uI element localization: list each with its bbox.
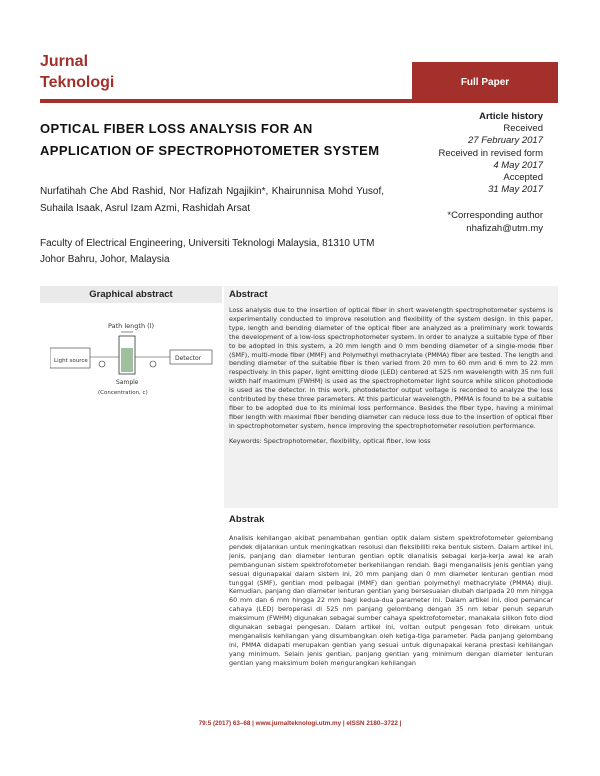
abstract-text: Loss analysis due to the insertion of optical fiber in short wavelength spectrophotometer systems is experimentally conducted to improve resolution and flexibility of the system design. In this paper, type, length and bending diameter of the optical fiber are analyzed as a preliminary work towards the development of a low-loss spectrophotometer system. In order to analyze a suitable type of fiber to be adopted in this system, a 20 mm length and 0 mm bending diameter of a single-mode fiber (SMF), multi-mode fiber (MMF) and Polymethyl methacrylate (PMMA) fiber are tested. The length and bending diameter of the suitable fiber is then varied from 20 mm to 60 mm and 6 mm to 22 mm respectively. In this paper, light emitting diode (LED) centered at 525 nm wavelength with 35 nm full width half maximum (FWHM) is used as the spectrophotometer light source while silicon photodiode is used as the detector. In this work, photodetector output voltage is recorded to analyze the loss contributed by these three parameters. At this particular wavelength, PMMA is found to be a suitable fiber to be adopted due to its minimal loss performance. Besides the fiber type, having a minimal fiber length with maximal fiber bending diameter can reduce loss due to the insertion of optical fiber in spectrophotometer system, hence improving the spectrophotometer resolution performance. — [229, 306, 553, 430]
light-source-label: Light source — [54, 358, 88, 364]
corresponding-author — [343, 210, 543, 235]
journal-name-line1: Jurnal — [40, 53, 89, 70]
path-length-label: Path length (l) — [108, 322, 155, 330]
sample-liquid — [121, 348, 133, 372]
sample-label: Sample — [116, 379, 139, 386]
abstrak-heading: Abstrak — [229, 514, 265, 525]
received-label: Received — [503, 123, 543, 135]
accepted-date: 31 May 2017 — [488, 184, 543, 196]
received-date: 27 February 2017 — [468, 135, 543, 147]
abstract-heading: Abstract — [229, 289, 268, 300]
page-footer: 79:5 (2017) 63–68 | www.jurnalteknologi.utm.my | eISSN 2180–3722 | — [198, 720, 402, 727]
article-history — [373, 111, 543, 196]
accepted-label: Accepted — [503, 172, 543, 184]
corresponding-label: *Corresponding author — [447, 210, 543, 221]
keywords: Keywords: Spectrophotometer, flexibility, optical fiber, low loss — [229, 436, 431, 445]
graphical-abstract-diagram — [50, 318, 220, 408]
corresponding-email[interactable]: nhafizah@utm.my — [466, 222, 543, 234]
header-rule — [40, 99, 412, 103]
abstract-panel — [224, 286, 558, 508]
graphical-abstract-heading: Graphical abstract — [40, 286, 222, 303]
lens-right — [150, 361, 156, 367]
author-list: Nurfatihah Che Abd Rashid, Nor Hafizah Ngajikin*, Khairunnisa Mohd Yusof, Suhaila Isaak, Asrul Izam Azmi, Rashidah Arsat — [40, 186, 384, 214]
full-paper-badge: Full Paper — [412, 62, 558, 103]
paper-title: OPTICAL FIBER LOSS ANALYSIS FOR AN APPLICATION OF SPECTROPHOTOMETER SYSTEM — [40, 121, 380, 158]
detector-label: Detector — [175, 355, 202, 362]
history-heading: Article history — [479, 111, 543, 122]
abstrak-text: Analisis kehilangan akibat penambahan gentian optik dalam sistem spektrofotometer gelombang pendek dijalankan untuk meningkatkan resolusi dan fleksibiliti reka bentuk sistem. Dalam artikel ini, jenis, panjang dan diameter lenturan gentian optik dianalisis sebagai kerja-kerja awal ke arah pembangunan sistem spektrofotometer berkehilangan rendah. Bagi menganalisis jenis gentian yang sesuai digunapakai dalam sistem ini, 20 mm panjang dan 0 mm diameter lenturan gentian mod tunggal (SMF), gentian mod pelbagai (MMF) dan gentian polymethyl methacrylate (PMMA) diuji. Kemudian, panjang dan diameter lenturan gentian yang bersesuaian diubah daripada 20 mm hingga 60 mm dan 6 mm hingga 22 mm bagi kedua-dua parameter ini. Dalam artikel ini, diod pemancar cahaya (LED) beroperasi di 525 nm panjang gelombang dengan 35 nm lebar penuh separuh maksimum (FWHM) digunakan sebagai sumber cahaya spektrofotometer, manakala silikon foto diod digunakan sebagai pengesan. Dalam artikel ini, voltan output pengesan foto direkam untuk menganalisis kehilangan yang disumbangkan oleh ketiga-tiga parameter. Pada panjang gelombang ini, PMMA didapati merupakan gentian yang sesuai untuk digunapakai kerana prestasi kehilangan yang minimum. Selain jenis gentian, panjang gentian yang minimum dengan diameter lenturan gentian yang maksimum boleh mengurangkan kehilangan — [229, 534, 553, 667]
affiliation: Faculty of Electrical Engineering, Universiti Teknologi Malaysia, 81310 UTM Johor Bahru, Johor, Malaysia — [40, 238, 375, 265]
revised-date: 4 May 2017 — [493, 159, 543, 171]
revised-label: Received in revised form — [438, 147, 543, 159]
journal-logo — [40, 51, 150, 93]
journal-name-line2: Teknologi — [40, 74, 115, 91]
lens-left — [99, 361, 105, 367]
concentration-label: (Concentration, c) — [98, 390, 148, 396]
